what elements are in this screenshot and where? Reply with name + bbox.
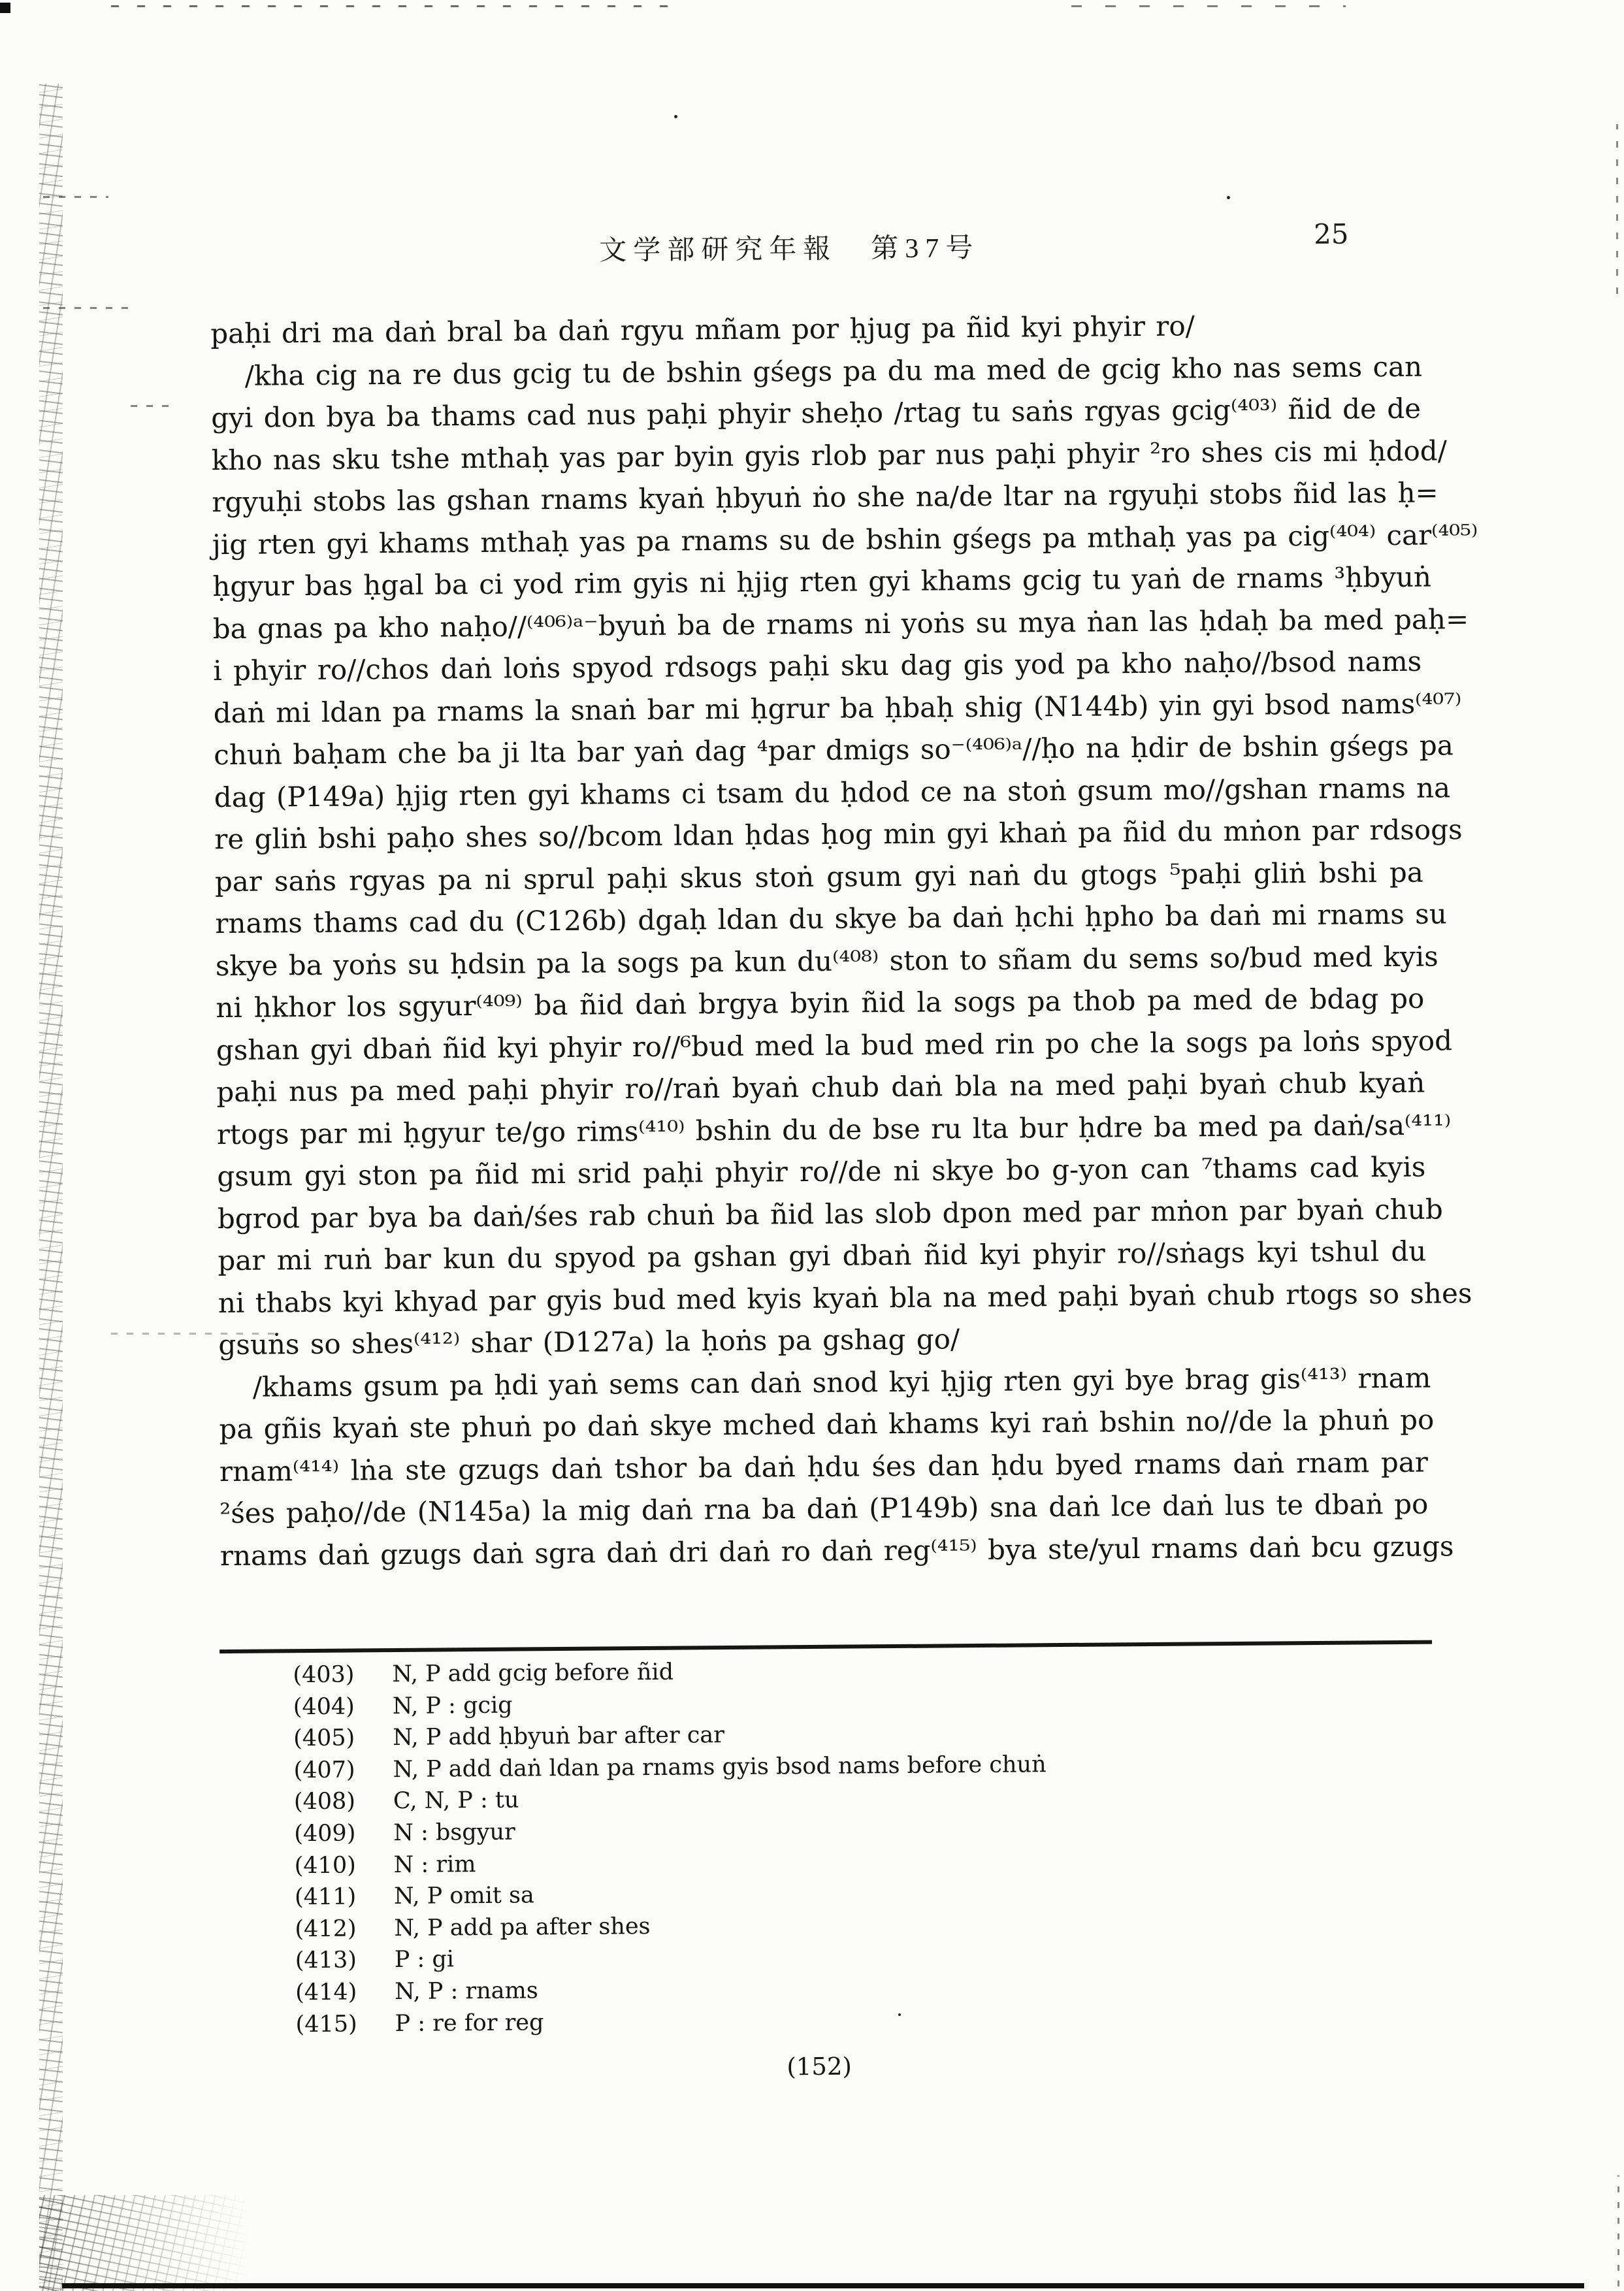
footnote-text: N, P omit sa (393, 1882, 534, 1910)
text-line: re gliṅ bshi paḥo shes so//bcom ldan ḥdas ḥog min gyi khaṅ pa ñid du mṅon par rdsogs (214, 813, 1463, 856)
text-line: dag (P149a) ḥjig rten gyi khams ci tsam du ḥdod ce na stoṅ gsum mo//gshan rnams na (214, 771, 1451, 813)
text-line: pa gñis kyaṅ ste phuṅ po daṅ skye mched daṅ khams kyi raṅ bshin no//de la phuṅ po (219, 1403, 1435, 1446)
text-line: paḥi dri ma daṅ bral ba daṅ rgyu mñam por ḥjug pa ñid kyi phyir ro/ (210, 310, 1195, 350)
footnote-number: (414) (295, 1979, 357, 2006)
text-line: gshan gyi dbaṅ ñid kyi phyir ro//⁶bud med la bud med rin po che la sogs pa loṅs spyod (216, 1024, 1453, 1066)
text-line: par saṅs rgyas pa ni sprul paḥi skus stoṅ gsum gyi naṅ du gtogs ⁵paḥi gliṅ bshi pa (214, 856, 1423, 898)
footnote-text: N, P : gcig (392, 1692, 513, 1719)
journal-running-head: 文学部研究年報 第37号 (599, 233, 980, 267)
footnote-number: (403) (293, 1661, 355, 1689)
footnote-text: N : rim (393, 1851, 476, 1878)
text-line: paḥi nus pa med paḥi phyir ro//raṅ byaṅ chub daṅ bla na med paḥi byaṅ chub kyaṅ (216, 1066, 1425, 1109)
text-line: ḥgyur bas ḥgal ba ci yod rim gyis ni ḥjig rten gyi khams gcig tu yaṅ de rnams ³ḥbyuṅ (212, 561, 1432, 603)
text-line: ba gnas pa kho naḥo//⁽⁴⁰⁶⁾ᵃ⁻byuṅ ba de rnams ni yoṅs su mya ṅan las ḥdaḥ ba med paḥ= (212, 602, 1469, 645)
text-line: kho nas sku tshe mthaḥ yas par byin gyis rlob par nus paḥi phyir ²ro shes cis mi ḥdod/ (211, 434, 1448, 476)
footnote-number: (413) (295, 1947, 357, 1974)
footnote-number: (409) (294, 1820, 356, 1847)
text-line: skye ba yoṅs su ḥdsin pa la sogs pa kun du⁽⁴⁰⁸⁾ ston to sñam du sems so/bud med kyis (215, 939, 1438, 982)
footnote-text: N : bsgyur (393, 1819, 515, 1847)
text-line: daṅ mi ldan pa rnams la snaṅ bar mi ḥgrur ba ḥbaḥ shig (N144b) yin gyi bsod nams⁽⁴⁰⁷⁾ (213, 687, 1462, 729)
footnote-number: (412) (295, 1915, 357, 1943)
footnote-divider (219, 1640, 1432, 1654)
footnote-text: N, P add daṅ ldan pa rnams gyis bsod nams before chuṅ (393, 1751, 1047, 1783)
footnote-text: N, P add pa after shes (394, 1913, 651, 1942)
footnote-text: P : gi (394, 1946, 455, 1974)
text-line: /khams gsum pa ḥdi yaṅ sems can daṅ snod kyi ḥjig rten gyi bye brag gis⁽⁴¹³⁾ rnam (252, 1361, 1431, 1403)
page-number: 25 (1313, 218, 1349, 250)
text-line: ni thabs kyi khyad par gyis bud med kyis kyaṅ bla na med paḥi byaṅ chub rtogs so shes (218, 1276, 1472, 1319)
text-line: rtogs par mi ḥgyur te/go rims⁽⁴¹⁰⁾ bshin du de bse ru lta bur ḥdre ba med pa daṅ/sa⁽⁴¹¹⁾ (216, 1108, 1452, 1150)
text-line: rgyuḥi stobs las gshan rnams kyaṅ ḥbyuṅ ṅo she na/de ltar na rgyuḥi stobs ñid las ḥ= (212, 476, 1438, 519)
footnote-number: (404) (293, 1693, 355, 1720)
text-line: chuṅ baḥam che ba ji lta bar yaṅ dag ⁴par dmigs so⁻⁽⁴⁰⁶⁾ᵃ//ḥo na ḥdir de bshin gśegs pa (214, 729, 1454, 772)
text-line: gyi don bya ba thams cad nus paḥi phyir sheḥo /rtag tu saṅs rgyas gcig⁽⁴⁰³⁾ ñid de de (211, 392, 1421, 434)
text-line: gsum gyi ston pa ñid mi srid paḥi phyir ro//de ni skye bo g-yon can ⁷thams cad kyis (217, 1150, 1426, 1193)
footnote-text: N, P : rnams (395, 1977, 538, 2005)
text-line: ²śes paḥo//de (N145a) la mig daṅ rna ba daṅ (P149b) sna daṅ lce daṅ lus te dbaṅ po (219, 1487, 1429, 1530)
folio-number: (152) (787, 2052, 853, 2081)
footnote-item (293, 1749, 1046, 1787)
text-line: ni ḥkhor los sgyur⁽⁴⁰⁹⁾ ba ñid daṅ brgya byin ñid la sogs pa thob pa med de bdag po (216, 982, 1425, 1024)
footnote-number: (415) (295, 2011, 357, 2038)
footnote-number: (405) (293, 1725, 355, 1752)
text-line: par mi ruṅ bar kun du spyod pa gshan gyi dbaṅ ñid kyi phyir ro//sṅags kyi tshul du (218, 1235, 1427, 1277)
footnote-number: (408) (293, 1788, 356, 1815)
text-line: /kha cig na re dus gcig tu de bshin gśegs pa du ma med de gcig kho nas sems can (244, 350, 1423, 392)
footnote-text: N, P add ḥbyuṅ bar after car (392, 1722, 725, 1751)
text-line: i phyir ro//chos daṅ loṅs spyod rdsogs paḥi sku dag gis yod pa kho naḥo//bsod nams (213, 645, 1422, 687)
footnotes-list (293, 1653, 1048, 2040)
text-line: jig rten gyi khams mthaḥ yas pa rnams su de bshin gśegs pa mthaḥ yas pa cig⁽⁴⁰⁴⁾ car⁽⁴⁰⁵⁾ (212, 518, 1478, 561)
footnote-number: (407) (293, 1757, 355, 1784)
body-text (210, 304, 1478, 1577)
footnote-number: (411) (294, 1883, 357, 1911)
footnote-text: P : re for reg (395, 2009, 544, 2037)
footnote-text: C, N, P : tu (393, 1787, 519, 1815)
footnote-text: N, P add gcig before ñid (392, 1659, 674, 1688)
text-line: rnam⁽⁴¹⁴⁾ lṅa ste gzugs daṅ tshor ba daṅ ḥdu śes dan ḥdu byed rnams daṅ rnam par (219, 1446, 1429, 1487)
text-line: rnams daṅ gzugs daṅ sgra daṅ dri daṅ ro daṅ reg⁽⁴¹⁵⁾ bya ste/yul rnams daṅ bcu gzugs (219, 1529, 1454, 1572)
text-line: rnams thams cad du (C126b) dgaḥ ldan du skye ba daṅ ḥchi ḥpho ba daṅ mi rnams su (215, 898, 1447, 940)
footnote-item (295, 2003, 1048, 2041)
text-line: bgrod par bya ba daṅ/śes rab chuṅ ba ñid las slob dpon med par mṅon par byaṅ chub (217, 1192, 1443, 1235)
text-line: gsuṅs so shes⁽⁴¹²⁾ shar (D127a) la ḥoṅs pa gshag go/ (218, 1323, 960, 1361)
footnote-number: (410) (294, 1852, 356, 1879)
